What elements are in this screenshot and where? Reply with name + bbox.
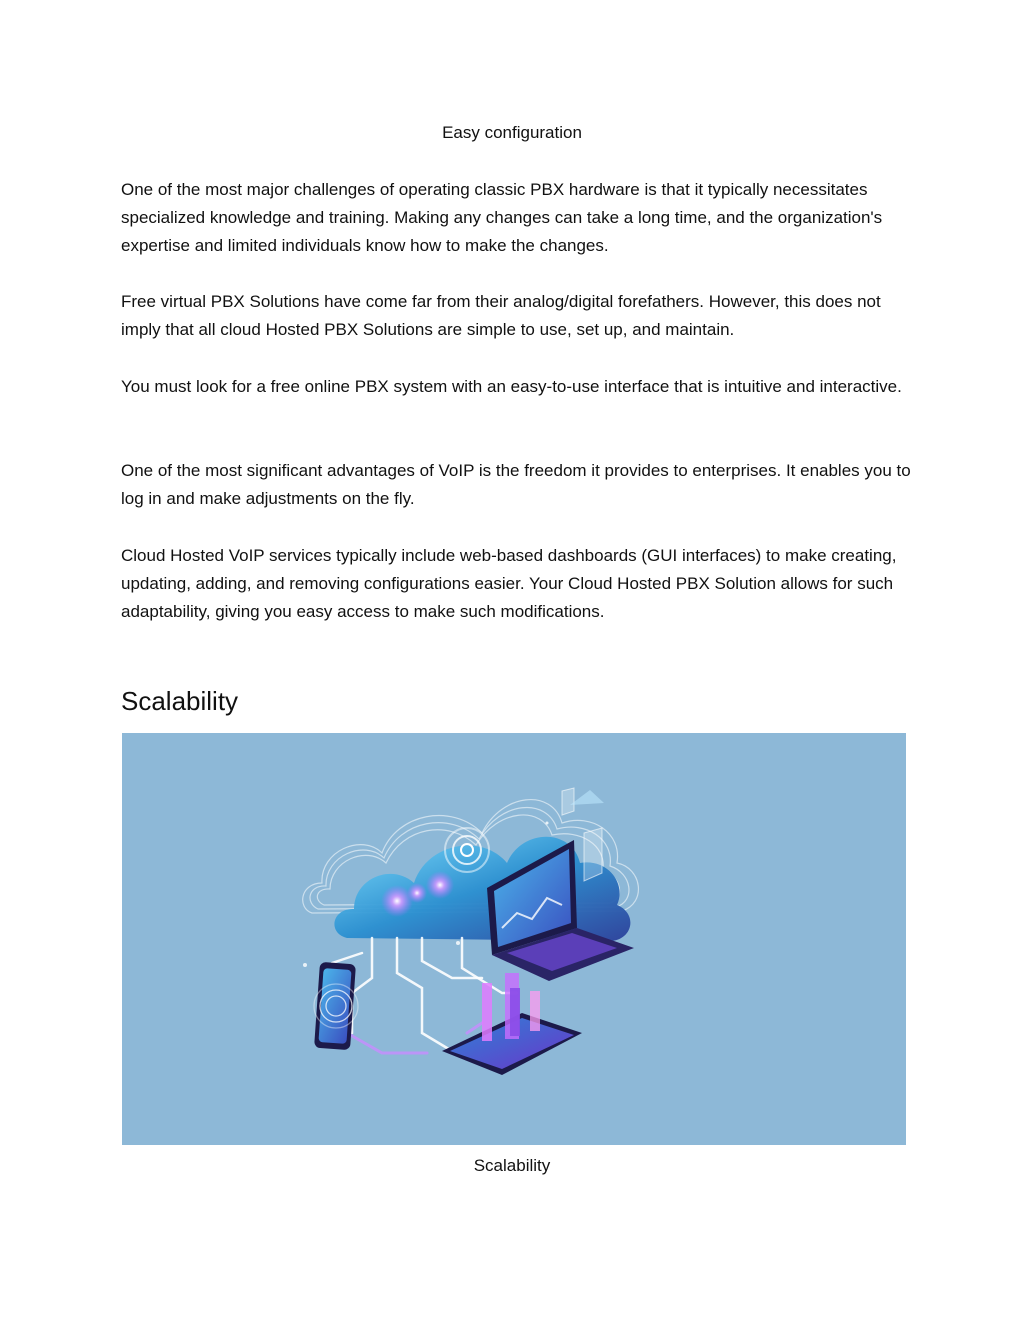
section-caption-easy-configuration: Easy configuration <box>442 123 582 142</box>
paragraph-3: You must look for a free online PBX system with an easy-to-use interface that is intuitive and interactive. <box>121 377 902 396</box>
scalability-illustration <box>122 733 906 1145</box>
paragraph-1: One of the most major challenges of operating classic PBX hardware is that it typically necessitates specialized knowledge and training. Making any changes can take a long time, and the organization's expertise and limited individuals know how to make the changes. <box>121 180 883 255</box>
paragraph-4: One of the most significant advantages of VoIP is the freedom it provides to enterprises. It enables you to log in and make adjustments on the fly. <box>121 461 911 508</box>
figure-caption: Scalability <box>473 1156 551 1175</box>
section-heading-scalability: Scalability <box>121 686 239 716</box>
paragraph-5: Cloud Hosted VoIP services typically include web-based dashboards (GUI interfaces) to make creating, updating, adding, and removing configurations easier. Your Cloud Hosted PBX Solution allows for such adaptability, giving you easy access to make such modifications. <box>121 546 897 621</box>
paragraph-2: Free virtual PBX Solutions have come far from their analog/digital forefathers. However, this does not imply that all cloud Hosted PBX Solutions are simple to use, set up, and maintain. <box>121 292 881 339</box>
tablet-chart-icon <box>442 973 582 1075</box>
